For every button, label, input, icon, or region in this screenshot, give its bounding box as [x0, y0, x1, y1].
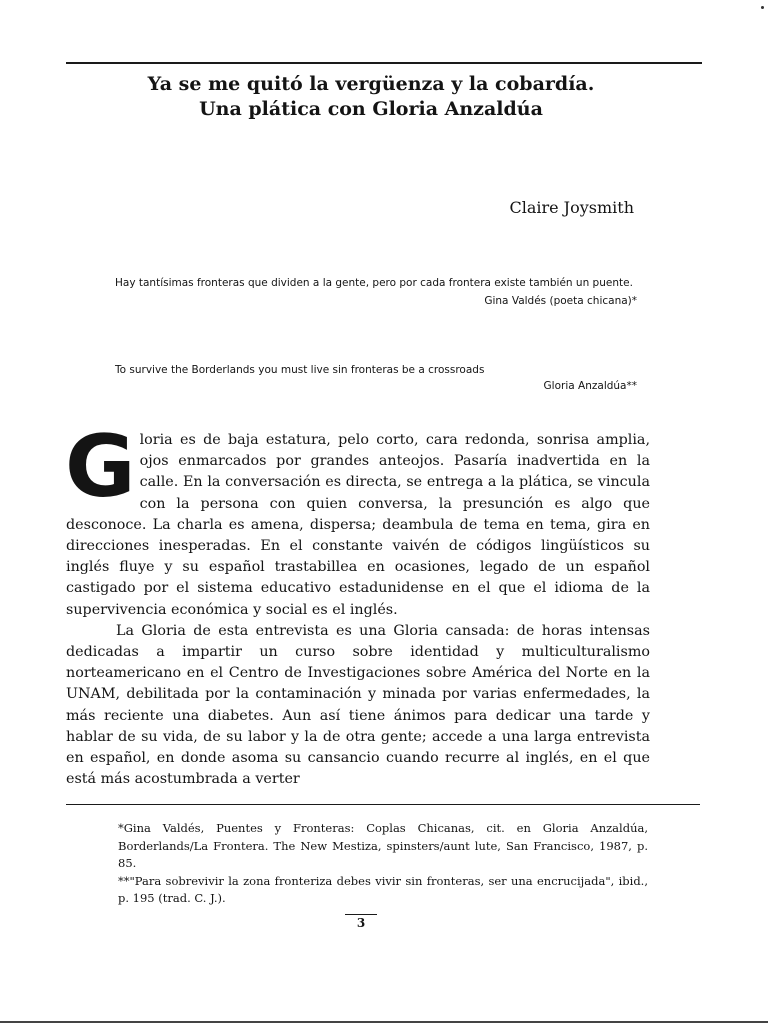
scan-edge [0, 1021, 768, 1023]
epigraph-attribution: Gina Valdés (poeta chicana)* [484, 295, 637, 307]
epigraph-text: Hay tantísimas fronteras que dividen a la gente, pero por cada frontera existe también un puente. [115, 277, 633, 289]
epigraph-attribution: Gloria Anzaldúa** [543, 380, 637, 392]
body-paragraph: La Gloria de esta entrevista es una Gloria cansada: de horas intensas dedicadas a impartir un curso sobre identidad y multiculturalismo norteamericano en el Centro de Investigaciones sobre América del Norte en la UNAM, debilitada por la contaminación y minada por varias enfermedades, la más reciente una diabetes. Aun así tiene ánimos para dedicar una tarde y hablar de su vida, de su labor y la de otra gente; accede a una larga entrevista en español, en donde asoma su cansancio cuando recurre al inglés, en el que está más acostumbrada a verter [66, 622, 650, 788]
page-number-rule [345, 914, 377, 915]
title-line-2: Una plática con Gloria Anzaldúa [199, 98, 543, 120]
drop-cap: G [65, 417, 136, 517]
author-name: Claire Joysmith [509, 198, 634, 217]
footnotes [118, 820, 648, 908]
epigraph-text: To survive the Borderlands you must live sin fronteras be a crossroads [115, 364, 485, 376]
epigraph [115, 362, 637, 394]
article-title [66, 72, 676, 122]
paragraph-text: loria es de baja estatura, pelo corto, cara redonda, sonrisa amplia, ojos enmarcados por grandes anteojos. Pasaría inadvertida en la calle. En la conversación es directa, se entrega a la plática, se vincula con la persona con quien conversa, la presunción es algo que desconoce. La charla es amena, dispersa; deambula de tema en tema, gira en direcciones inesperadas. En el constante vaivén de códigos lingüísticos su inglés fluye y su español trastabillea en ocasiones, legado de un español castigado por el sistema educativo estadunidense en el que el idioma de la supervivencia económica y social es el inglés. [66, 432, 650, 618]
footnote: **"Para sobrevivir la zona fronteriza debes vivir sin fronteras, ser una encrucijada", ibid., p. 195 (trad. C. J.). [118, 873, 648, 905]
footnote-rule [66, 804, 700, 805]
article-body [65, 417, 650, 790]
scan-speck [761, 6, 764, 9]
page-number: 3 [356, 916, 366, 930]
header-rule [66, 62, 702, 64]
footnote: *Gina Valdés, Puentes y Fronteras: Coplas Chicanas, cit. en Gloria Anzaldúa, Borderlands/La Frontera. The New Mestiza, spinsters/aunt lute, San Francisco, 1987, p. 85. [118, 821, 648, 870]
body-paragraph [65, 417, 650, 621]
epigraph [115, 275, 637, 309]
title-line-1: Ya se me quitó la vergüenza y la cobardía. [147, 73, 595, 95]
